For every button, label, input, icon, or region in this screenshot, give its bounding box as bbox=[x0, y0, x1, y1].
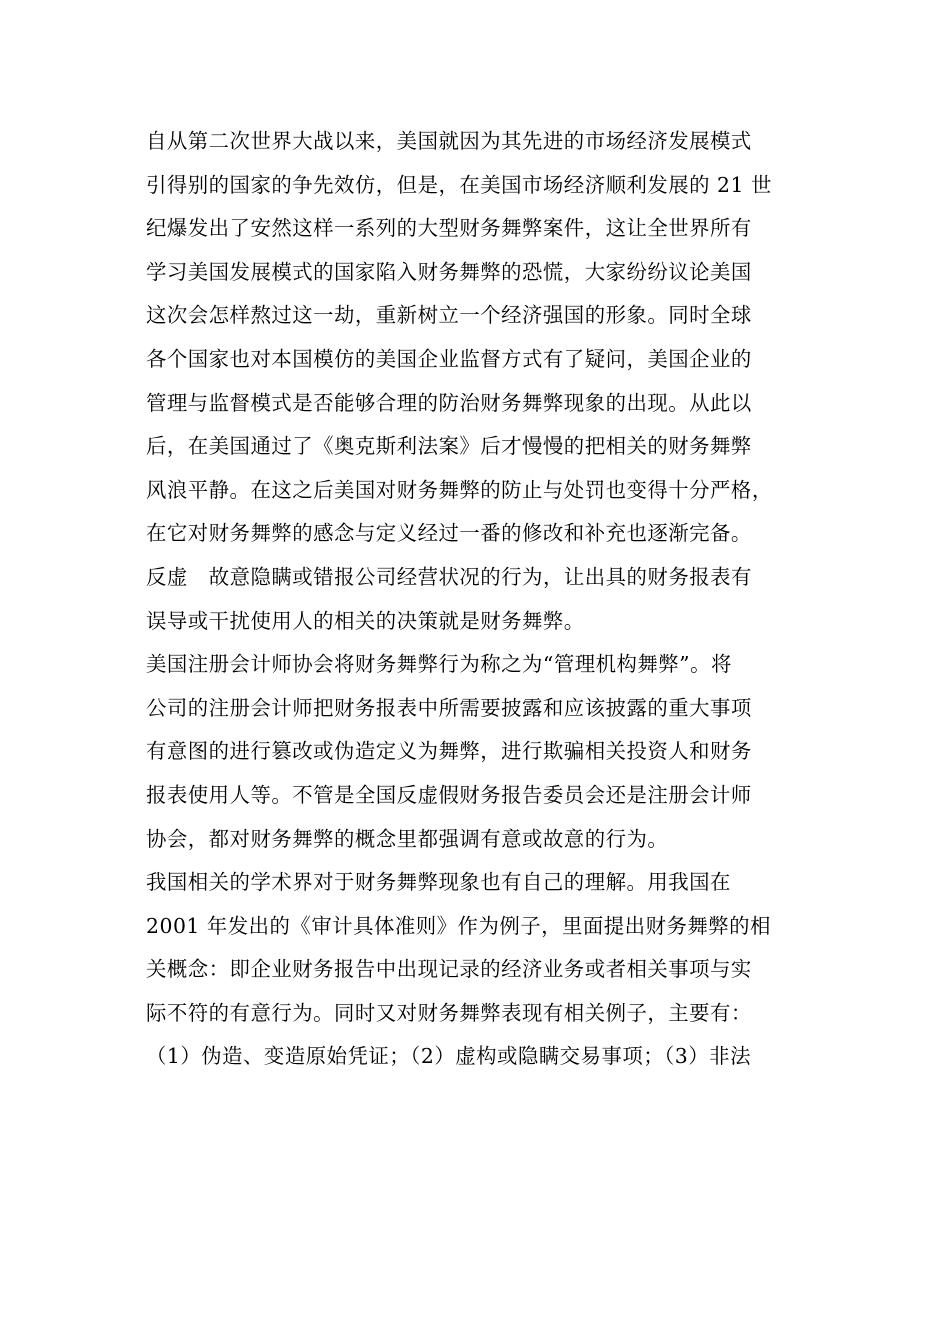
text-line: （1）伪造、变造原始凭证；（2）虚构或隐瞒交易事项；（3）非法 bbox=[146, 1044, 751, 1069]
text-line: 这次会怎样熬过这一劫，重新树立一个经济强国的形象。同时全球 bbox=[146, 303, 752, 328]
text-line: 关概念：即企业财务报告中出现记录的经济业务或者相关事项与实 bbox=[146, 957, 752, 982]
text-line: 学习美国发展模式的国家陷入财务舞弊的恐慌，大家纷纷议论美国 bbox=[146, 259, 752, 284]
text-line: 协会，都对财务舞弊的概念里都强调有意或故意的行为。 bbox=[146, 826, 669, 851]
text-line: 我国相关的学术界对于财务舞弊现象也有自己的理解。用我国在 bbox=[146, 870, 731, 895]
text-line: 际不符的有意行为。同时又对财务舞弊表现有相关例子，主要有： bbox=[146, 1000, 752, 1025]
text-line: 在它对财务舞弊的感念与定义经过一番的修改和补充也逐渐完备。 bbox=[146, 521, 752, 546]
text-line: 管理与监督模式是否能够合理的防治财务舞弊现象的出现。从此以 bbox=[146, 390, 752, 415]
text-line: 纪爆发出了安然这样一系列的大型财务舞弊案件，这让全世界所有 bbox=[146, 216, 752, 241]
text-line: 公司的注册会计师把财务报表中所需要披露和应该披露的重大事项 bbox=[146, 695, 752, 720]
text-line: 报表使用人等。不管是全国反虚假财务报告委员会还是注册会计师 bbox=[146, 782, 752, 807]
text-line: 后，在美国通过了《奥克斯利法案》后才慢慢的把相关的财务舞弊 bbox=[146, 434, 752, 459]
text-line: 有意图的进行篡改或伪造定义为舞弊，进行欺骗相关投资人和财务 bbox=[146, 739, 752, 764]
text-line: 引得别的国家的争先效仿，但是，在美国市场经济顺利发展的 21 世 bbox=[146, 172, 772, 197]
text-line: 风浪平静。在这之后美国对财务舞弊的防止与处罚也变得十分严格， bbox=[146, 477, 773, 502]
text-line: 美国注册会计师协会将财务舞弊行为称之为“管理机构舞弊”。将 bbox=[146, 652, 732, 677]
text-line: 反虚 故意隐瞒或错报公司经营状况的行为，让出具的财务报表有 bbox=[146, 564, 752, 589]
body-text bbox=[146, 120, 811, 1079]
text-line: 各个国家也对本国模仿的美国企业监督方式有了疑问，美国企业的 bbox=[146, 346, 752, 371]
text-line: 2001 年发出的《审计具体准则》作为例子，里面提出财务舞弊的相 bbox=[146, 913, 771, 938]
text-line: 误导或干扰使用人的相关的决策就是财务舞弊。 bbox=[146, 608, 585, 633]
text-line: 自从第二次世界大战以来，美国就因为其先进的市场经济发展模式 bbox=[146, 129, 752, 153]
